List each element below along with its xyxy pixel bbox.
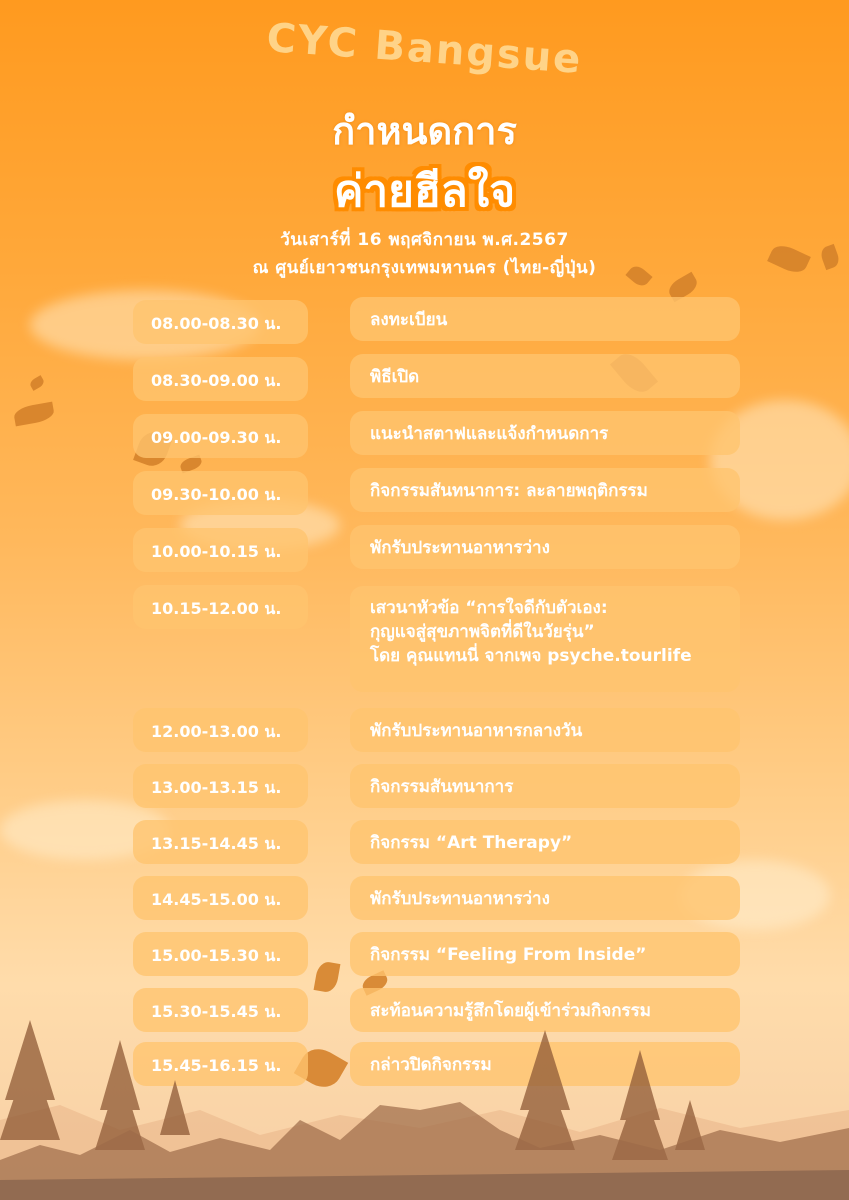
camp-title: ค่ายฮีลใจ bbox=[333, 166, 515, 217]
activity-label: กิจกรรม “Feeling From Inside” bbox=[350, 932, 740, 976]
brand-name: CYC Bangsue bbox=[265, 15, 584, 83]
activity-line: โดย คุณแทนนี่ จากเพจ psyche.tourlife bbox=[370, 646, 692, 666]
event-venue: ณ ศูนย์เยาวชนกรุงเทพมหานคร (ไทย-ญี่ปุ่น) bbox=[252, 258, 597, 278]
time-slot: 09.00-09.30 น. bbox=[133, 414, 308, 458]
time-slot: 15.30-15.45 น. bbox=[133, 988, 308, 1032]
leaf-icon bbox=[28, 375, 45, 391]
activity-line: กุญแจสู่สุขภาพจิตที่ดีในวัยรุ่น” bbox=[370, 622, 595, 642]
time-slot: 15.00-15.30 น. bbox=[133, 932, 308, 976]
time-slot: 15.45-16.15 น. bbox=[133, 1042, 308, 1086]
event-date: วันเสาร์ที่ 16 พฤศจิกายน พ.ศ.2567 bbox=[280, 230, 569, 250]
forest-illustration bbox=[0, 1010, 849, 1200]
time-slot: 10.15-12.00 น. bbox=[133, 585, 308, 629]
time-slot: 09.30-10.00 น. bbox=[133, 471, 308, 515]
activity-label: พิธีเปิด bbox=[350, 354, 740, 398]
activity-label: กิจกรรมสันทนาการ: ละลายพฤติกรรม bbox=[350, 468, 740, 512]
time-slot: 08.00-08.30 น. bbox=[133, 300, 308, 344]
activity-label: พักรับประทานอาหารว่าง bbox=[350, 525, 740, 569]
activity-label bbox=[350, 586, 740, 692]
activity-label: กล่าวปิดกิจกรรม bbox=[350, 1042, 740, 1086]
leaf-icon bbox=[314, 960, 341, 993]
activity-label: กิจกรรม “Art Therapy” bbox=[350, 820, 740, 864]
activity-label: กิจกรรมสันทนาการ bbox=[350, 764, 740, 808]
activity-label: พักรับประทานอาหารว่าง bbox=[350, 876, 740, 920]
leaf-icon bbox=[13, 402, 56, 427]
time-slot: 14.45-15.00 น. bbox=[133, 876, 308, 920]
activity-label: แนะนำสตาฟและแจ้งกำหนดการ bbox=[350, 411, 740, 455]
activity-label: ลงทะเบียน bbox=[350, 297, 740, 341]
time-slot: 08.30-09.00 น. bbox=[133, 357, 308, 401]
time-slot: 13.15-14.45 น. bbox=[133, 820, 308, 864]
time-slot: 13.00-13.15 น. bbox=[133, 764, 308, 808]
time-slot: 12.00-13.00 น. bbox=[133, 708, 308, 752]
time-slot: 10.00-10.15 น. bbox=[133, 528, 308, 572]
activity-line: เสวนาหัวข้อ “การใจดีกับตัวเอง: bbox=[370, 598, 608, 618]
page-title: กำหนดการ bbox=[332, 109, 517, 153]
activity-label: สะท้อนความรู้สึกโดยผู้เข้าร่วมกิจกรรม bbox=[350, 988, 740, 1032]
activity-label: พักรับประทานอาหารกลางวัน bbox=[350, 708, 740, 752]
